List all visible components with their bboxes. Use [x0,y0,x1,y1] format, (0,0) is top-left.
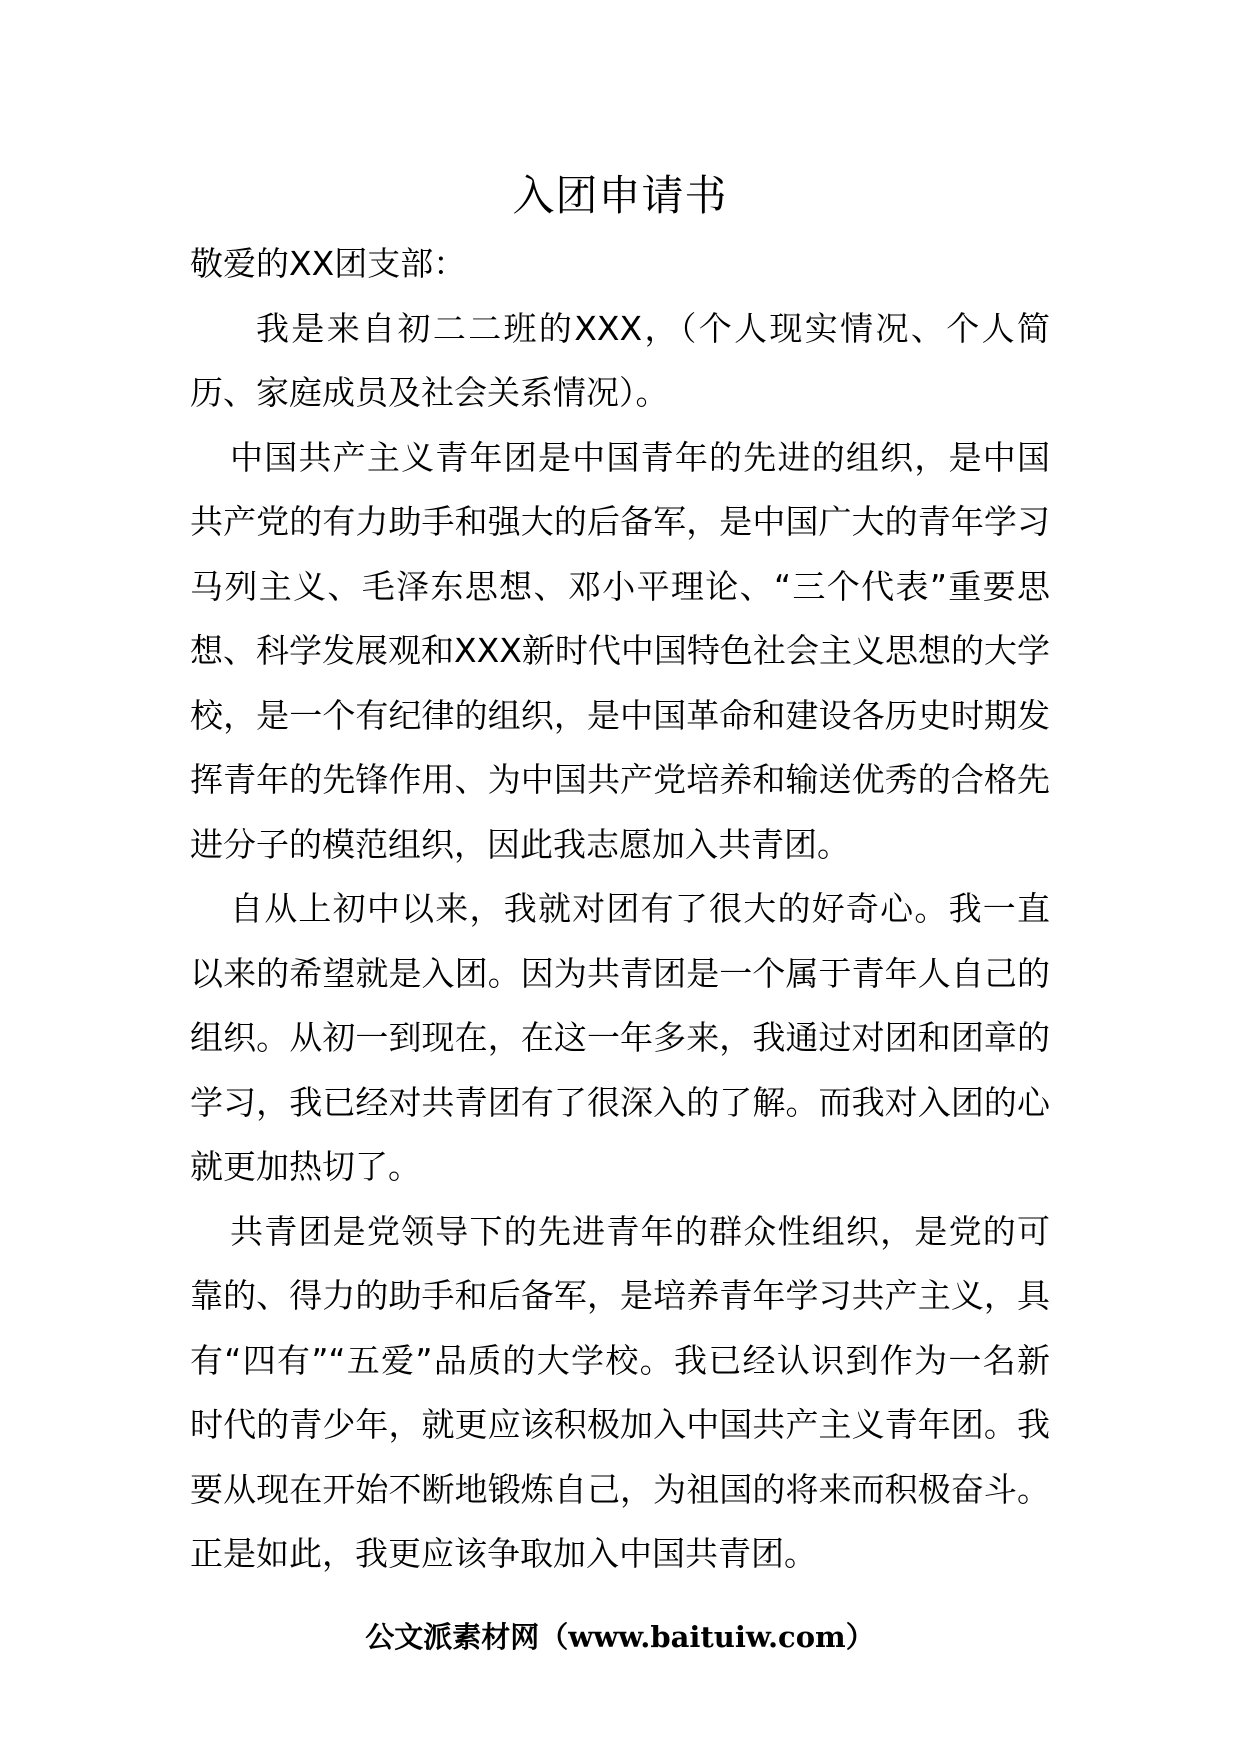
paragraph-league-description: 中国共产主义青年团是中国青年的先进的组织，是中国共产党的有力助手和强大的后备军，是中国广大的青年学习马列主义、毛泽东思想、邓小平理论、“三个代表”重要思想、科学发展观和XXX新时代中国特色社会主义思想的大学校，是一个有纪律的组织，是中国革命和建设各历史时期发挥青年的先锋作用、为中国共产党培养和输送优秀的合格先进分子的模范组织，因此我志愿加入共青团。 [190,437,1050,864]
paragraph-commitment: 共青团是党领导下的先进青年的群众性组织，是党的可靠的、得力的助手和后备军，是培养青年学习共产主义，具有“四有”“五爱”品质的大学校。我已经认识到作为一名新时代的青少年，就更应该积极加入中国共产主义青年团。我要从现在开始不断地锻炼自己，为祖国的将来而积极奋斗。正是如此，我更应该争取加入中国共青团。 [190,1211,1050,1573]
paragraph-motivation: 自从上初中以来，我就对团有了很大的好奇心。我一直以来的希望就是入团。因为共青团是一个属于青年人自己的组织。从初一到现在，在这一年多来，我通过对团和团章的学习，我已经对共青团有了很深入的了解。而我对入团的心就更加热切了。 [190,889,1050,1186]
document-title: 入团申请书 [512,171,728,220]
footer-watermark: 公文派素材网（www.baituiw.com） [365,1620,875,1654]
paragraph-intro: 我是来自初二二班的XXX，（个人现实情况、个人简历、家庭成员及社会关系情况）。 [190,308,1050,412]
document-body [190,232,1050,1587]
salutation: 敬爱的XX团支部： [190,244,467,283]
